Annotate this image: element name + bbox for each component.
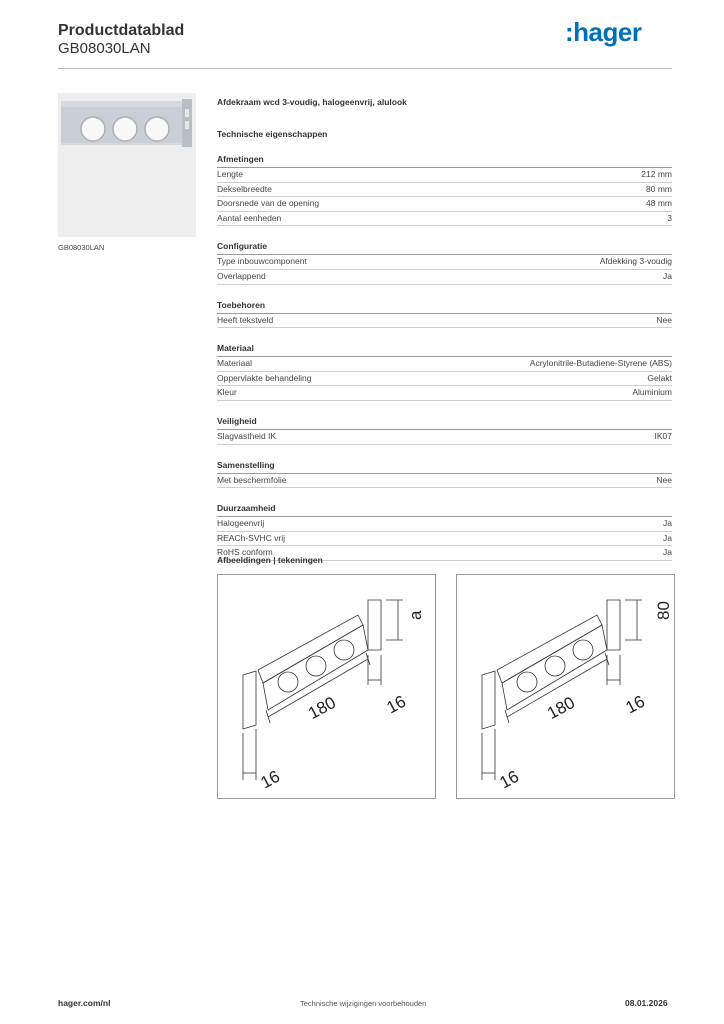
spec-row <box>217 197 672 212</box>
bottom-dimension: 16 <box>257 766 284 793</box>
product-code: GB08030LAN <box>58 40 151 57</box>
spec-row <box>217 183 672 198</box>
spec-label: REACh-SVHC vrij <box>217 532 286 543</box>
spec-value: Ja <box>663 532 672 543</box>
spec-row <box>217 357 672 372</box>
height-dimension: a <box>406 610 425 620</box>
spec-row <box>217 430 672 445</box>
spec-label: Slagvastheid IK <box>217 430 277 441</box>
technical-drawing <box>456 574 675 799</box>
spec-value: 48 mm <box>646 198 672 209</box>
spec-label: Halogeenvrij <box>217 518 265 529</box>
product-photo <box>58 93 196 237</box>
footer-website[interactable]: hager.com/nl <box>58 998 111 1008</box>
footer-date: 08.01.2026 <box>625 998 668 1008</box>
spec-label: Oppervlakte behandeling <box>217 372 312 383</box>
section-title: Veiligheid <box>217 415 672 430</box>
section-title: Samenstelling <box>217 459 672 474</box>
photo-caption: GB08030LAN <box>58 243 105 252</box>
spec-value: Acrylonitrile-Butadiene-Styrene (ABS) <box>529 358 672 369</box>
spec-label: Dekselbreedte <box>217 183 272 194</box>
spec-value: 212 mm <box>641 169 672 179</box>
spec-value: 3 <box>667 212 672 223</box>
spec-label: Aantal eenheden <box>217 212 282 223</box>
spec-value: Nee <box>656 314 672 325</box>
product-title: Afdekraam wcd 3-voudig, halogeenvrij, alulook <box>217 97 407 107</box>
spec-row <box>217 474 672 489</box>
spec-row <box>217 314 672 329</box>
spec-row <box>217 255 672 270</box>
spec-content <box>217 96 672 561</box>
bottom-dimension: 16 <box>496 766 523 793</box>
section-title: Configuratie <box>217 240 672 255</box>
spec-value: Ja <box>663 547 672 558</box>
technical-drawing <box>217 574 436 799</box>
side-dimension: 16 <box>622 691 649 718</box>
footer-disclaimer: Technische wijzigingen voorbehouden <box>300 999 427 1008</box>
length-dimension: 180 <box>305 692 340 723</box>
spec-label: Kleur <box>217 387 237 398</box>
header-divider <box>58 68 672 69</box>
spec-label: Met beschermfolie <box>217 474 287 485</box>
spec-row <box>217 168 672 183</box>
spec-row <box>217 212 672 227</box>
spec-label: Doorsnede van de opening <box>217 198 320 209</box>
spec-row <box>217 532 672 547</box>
section-title: Materiaal <box>217 342 672 357</box>
spec-value: Nee <box>656 474 672 485</box>
spec-row <box>217 372 672 387</box>
spec-label: RoHS conform <box>217 547 273 558</box>
spec-value: Ja <box>663 518 672 529</box>
tech-heading: Technische eigenschappen <box>217 129 328 139</box>
spec-value: Gelakt <box>647 372 672 383</box>
spec-label: Type inbouwcomponent <box>217 256 307 267</box>
hager-logo: :hager <box>565 17 642 47</box>
spec-value: Ja <box>663 270 672 281</box>
spec-value: Afdekking 3-voudig <box>599 256 672 267</box>
length-dimension: 180 <box>544 692 579 723</box>
height-dimension: 80 <box>654 601 673 620</box>
side-dimension: 16 <box>383 691 410 718</box>
page-title: Productdatablad <box>58 22 185 39</box>
images-heading: Afbeeldingen | tekeningen <box>217 555 323 565</box>
spec-label: Lengte <box>217 169 243 179</box>
spec-label: Materiaal <box>217 358 252 369</box>
spec-value: Aluminium <box>632 387 672 398</box>
spec-row <box>217 270 672 285</box>
spec-value: IK07 <box>654 430 672 441</box>
spec-value: 80 mm <box>646 183 672 194</box>
spec-label: Overlappend <box>217 270 266 281</box>
spec-label: Heeft tekstveld <box>217 314 274 325</box>
section-title: Afmetingen <box>217 153 672 168</box>
spec-row <box>217 517 672 532</box>
section-title: Toebehoren <box>217 299 672 314</box>
section-title: Duurzaamheid <box>217 502 672 517</box>
spec-row <box>217 386 672 401</box>
